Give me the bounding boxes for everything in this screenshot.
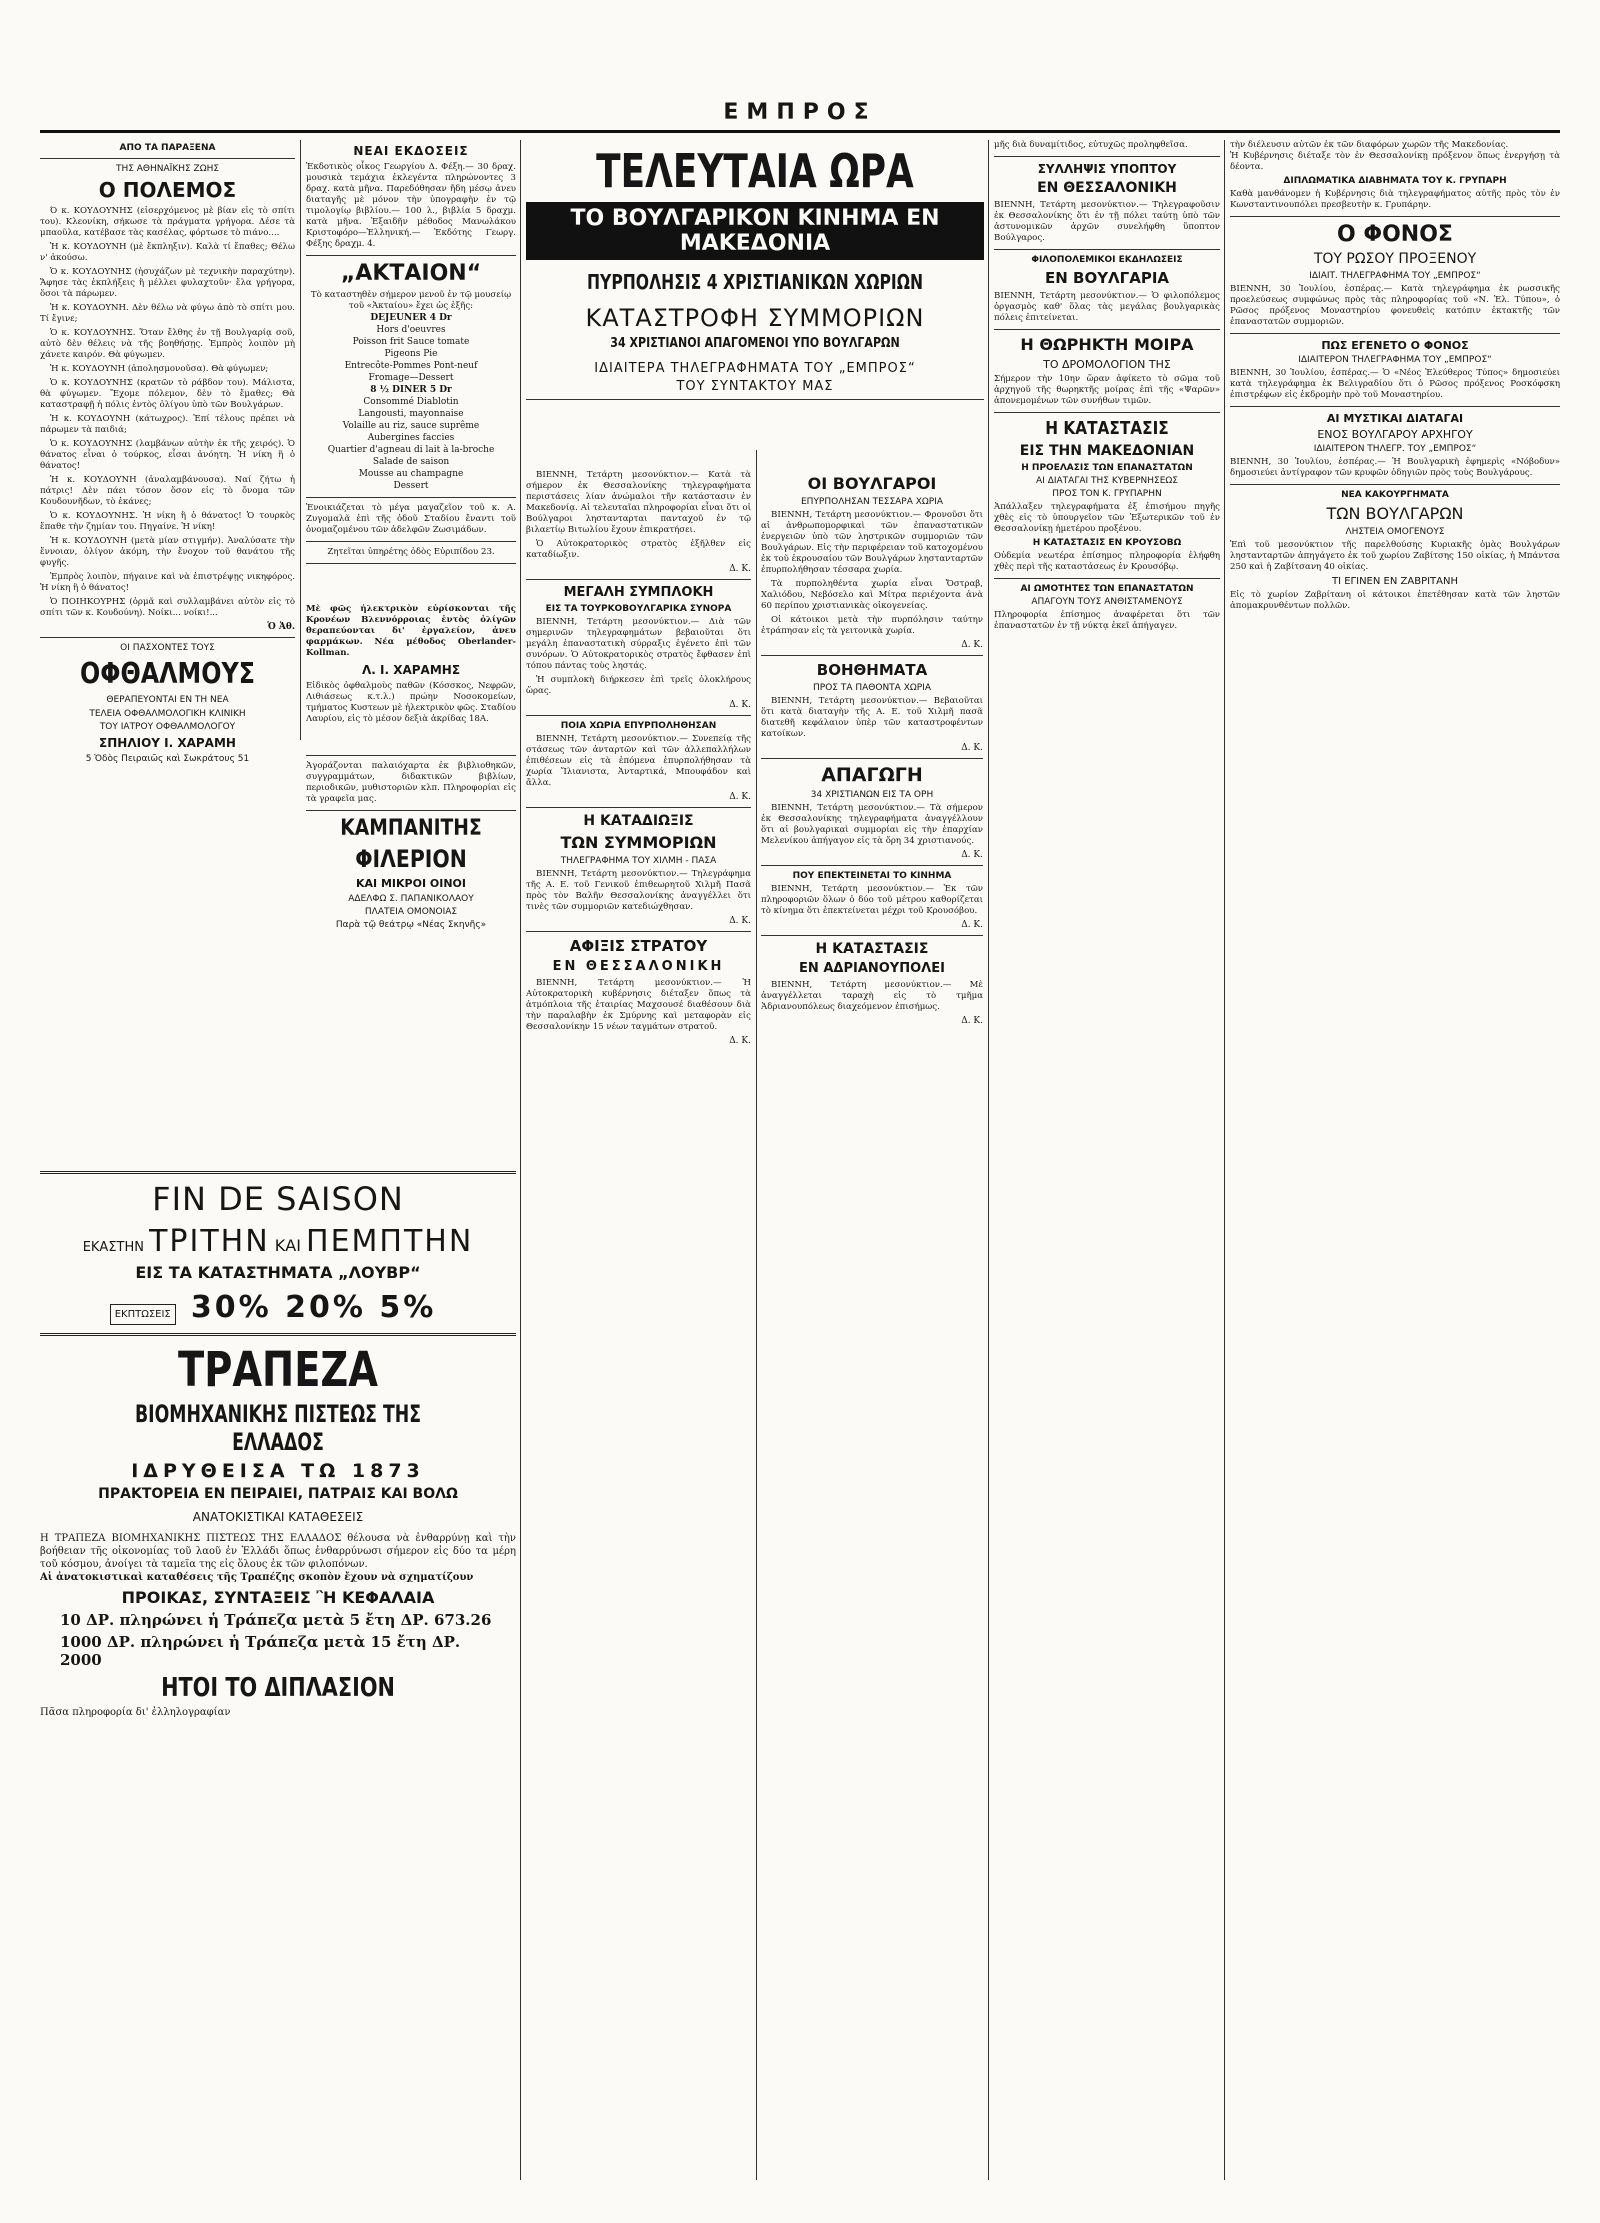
article-body [526,734,751,789]
masthead [40,100,1560,134]
article-subtitle: 34 ΧΡΙΣΤΙΑΝΩΝ ΕΙΣ ΤΑ ΟΡΗ [810,790,934,800]
article-body: Σήμερον τὴν 10ην ὥραν ἀφίκετο τὸ σῶμα τοῦ ἀρχηγοῦ τῆς θωρηκτῆς μοίρας ἐπὶ τῆς «Ψαρῶν» ἀπονεμομένων τῶν συνήθων τιμῶν. [994,374,1220,406]
article-title: ΤΙ ΕΓΙΝΕΝ ΕΝ ΖΑΒΡΙΤΑΝΗ [1332,576,1458,587]
divider [994,578,1220,579]
article-subtitle: ΕΝ ΘΕΣΣΑΛΟΝΙΚΗ [552,959,725,974]
divider [994,329,1220,330]
article-title: ΑΠΑΓΩΓΗ [821,764,923,786]
paragraph: ΒΙΕΝΝΗ, Τετάρτη μεσονύκτιον.— Ἐκ τῶν πληροφοριῶν ὅλων ὁ δύο τοῦ μέτρου καθορίζεται τὸ κίνημα ὅτι ἐπεκτείνεται μέχρι τοῦ Κρουσόβου. [761,884,983,916]
ad-title: ΚΑΜΠΑΝΙΤΗΣ [340,816,482,841]
ad-store: ΕΙΣ ΤΑ ΚΑΤΑΣΤΗΜΑΤΑ „ΛΟΥΒΡ“ [135,1263,421,1282]
article-body: Ἐπὶ τοῦ μεσονύκτιον τῆς παρελθούσης Κυριακῆς ὁμὰς Βουλγάρων ληστανταρτῶν ἀπηγάγετο ἐκ τοῦ χωρίου Ζαβίτσης 150 οἰκίας, ἡ Μπάντσα 250 καὶ ἡ Ζαβίτσανη 40 οἰκίας. [1230,540,1560,572]
divider [306,755,516,756]
article-title: Η ΚΑΤΑΔΙΩΞΙΣ [583,813,694,829]
article-body [761,510,983,637]
menu-item: 8 ½ DINER 5 Dr [370,385,452,395]
bank-founded: ΙΔΡΥΘΕΙΣΑ ΤΩ 1873 [131,1460,425,1482]
menu-item: Poisson frit Sauce tomate [352,337,470,347]
subheadline: 34 ΧΡΙΣΤΙΑΝΟΙ ΑΠΑΓΟΜΕΝΟΙ ΥΠΟ ΒΟΥΛΓΑΡΩΝ [610,336,900,351]
masthead-title: ΕΜΠΡΟΣ [723,100,877,125]
divider [761,865,983,866]
article-title: ΔΙΠΛΩΜΑΤΙΚΑ ΔΙΑΒΗΜΑΤΑ ΤΟΥ Κ. ΓΡΥΠΑΡΗ [1283,176,1507,186]
paragraph: Ὁ κ. ΚΟΥΔΟΥΝΗΣ. Ὅταν ἔλθης ἐν τῇ Βουλγαρίᾳ σοῦ, αὐτὸ δὲν θέλεις νὰ τῆς βοηθήσῃς. Ἐμπρὸς λοιπὸν μὴ χάνετε καιρόν. Θὰ φύγωμεν. [40,328,295,360]
article-body [526,617,751,697]
notice: Εἰδικὸς ὀφθαλμοὺς παθῶν (Κόσσκος, Νεφρῶν, Λιθιάσεως κ.τ.λ.) πρώην Νοσοκομείων, τμήματος Κυστεων μὲ ἠλεκτρικὸν φῶς. Σταδίου Λαυρίου, εἰς τὸ μέσον δεξιὰ ἀκρίδας 18Α. [306,681,516,724]
ad-title: „ΑΚΤΑΙΟΝ“ [340,261,482,286]
paragraph: Ὁ κ. ΚΟΥΔΟΥΝΗΣ. Ἡ νίκη ἢ ὁ θάνατος! Ὁ τουρκὸς ἔπαθε τὴν ζημίαν του. Πηγαίνε. Ἡ νίκη! [40,511,295,532]
article-title: ΠΟΥ ΕΠΕΚΤΕΙΝΕΤΑΙ ΤΟ ΚΙΝΗΜΑ [792,871,952,881]
notice: Ἐνοικιάζεται τὸ μέγα μαγαζεῖον τοῦ κ. Α. Ζυγομαλᾶ ἐπὶ τῆς ὁδοῦ Σταδίου ἔναντι τοῦ ὀνομαζομένου τῶν ἀδελφῶν Ζωσιμάδων. [306,503,516,535]
article-body: ΒΙΕΝΝΗ, 30 Ἰουλίου, ἑσπέρας.— Κατὰ τηλεγράφημα ἐκ ρωσσικῆς προελεύσεως συμφώνως πρὸς τὰς πληροφορίας τοῦ «Ν. Ἐλ. Τύπου», ὁ Ρῶσος πρόξενος Μοναστηρίου φονευθεὶς κατόπιν ἐκτακτῆς τῶν ἐπαναστατῶν συμμοριῶν. [1230,284,1560,327]
column-divider [1224,140,1225,2180]
ad-subtitle: ΦΙΛΕΡΙΟΝ [355,845,467,873]
column-4 [994,140,1220,2180]
signature: Δ. Κ. [729,916,751,926]
subheadline: ΠΥΡΠΟΛΗΣΙΣ 4 ΧΡΙΣΤΙΑΝΙΚΩΝ ΧΩΡΙΩΝ [586,270,924,294]
article-title: Η ΚΑΤΑΣΤΑΣΙΣ [815,941,929,957]
bank-branches: ΠΡΑΚΤΟΡΕΙΑ ΕΝ ΠΕΙΡΑΙΕΙ, ΠΑΤΡΑΙΣ ΚΑΙ ΒΟΛΩ [98,1486,458,1502]
ad-headline: FIN DE SAISON [152,1180,404,1218]
menu-item: Salade de saison [372,457,450,467]
ad-discount-label: ΕΚΠΤΩΣΕΙΣ [110,1304,176,1325]
article-subtitle: ΤΟ ΔΡΟΜΟΛΟΓΙΟΝ ΤΗΣ [1043,358,1171,371]
ad-line: ΑΔΕΛΦΩ Σ. ΠΑΠΑΝΙΚΟΛΑΟΥ [348,894,474,904]
paragraph: Ἡ κ. ΚΟΥΔΟΥΝΗ (κάτωχρος). Ἐπί τέλους πρέπει νὰ πάρωμεν τὰ παιδιά; [40,414,295,435]
paragraph: ΒΙΕΝΝΗ, Τετάρτη μεσονύκτιον.— Μὲ ἀναγγέλλεται ταραχὴ εἰς τὸ τμῆμα Ἀδριανουπόλεως διαχεόμενον ἐπισήμως. [761,980,983,1012]
paragraph: ΒΙΕΝΝΗ, Τετάρτη μεσονύκτιον.— Βεβαιοῦται ὅτι κατὰ διαταγὴν τῆς Α. Ε. τοῦ Χιλμῆ πασᾶ διατεθῆ κεφάλαιον ὑπὲρ τῶν καταστροφέντων κατοίκων. [761,696,983,739]
divider [306,497,516,498]
article-title: ΑΦΙΞΙΣ ΣΤΡΑΤΟΥ [569,937,708,955]
divider [306,563,516,564]
headline-banner: ΤΟ ΒΟΥΛΓΑΡΙΚΟΝ ΚΙΝΗΜΑ ΕΝ ΜΑΚΕΔΟΝΙΑ [526,202,984,260]
paragraph: Ἡ κ. ΚΟΥΔΟΥΝΗ. Δὲν θέλω νὰ φύγω ἀπὸ τὸ σπίτι μου. Τί ἔγινε; [40,303,295,324]
bank-name: ΒΙΟΜΗΧΑΝΙΚΗΣ ΠΙΣΤΕΩΣ ΤΗΣ ΕΛΛΑΔΟΣ [134,1400,422,1456]
paragraph: Ἡ συμπλοκὴ διήρκεσεν ἐπὶ τρεῖς ὁλοκλήρους ὥρας. [526,675,751,696]
signature: Δ. Κ. [961,920,983,930]
article-body [526,869,751,913]
article-subtitle: ΙΔΙΑΙΤ. ΤΗΛΕΓΡΑΦΗΜΑ ΤΟΥ „ΕΜΠΡΟΣ“ [1309,271,1481,281]
paragraph: ΒΙΕΝΝΗ, Τετάρτη μεσονύκτιον.— Κατὰ τὰ σήμερον ἐκ Θεσσαλονίκης τηλεγραφήματα περιστάσεις λίαν ἀνώμαλοι τῆν κατάστασιν ἐν Μακεδονίᾳ. Αἱ τελευταῖαι πληροφορίαι εἶναι ὅτι οἱ Βούλγαροι ληστανταρται πανταχοῦ ἐν τῷ βιλαετίῳ Βιτωλίου ἔχουν ἐπικρατήσει. [526,470,751,535]
ad-line: ΤΕΛΕΙΑ ΟΦΘΑΛΜΟΛΟΓΙΚΗ ΚΛΙΝΙΚΗ [89,709,246,719]
paragraph: ΒΙΕΝΝΗ, Τετάρτη μεσονύκτιον.— Ἡ Αὐτοκρατορικὴ κυβέρνησις διέταξεν ὅπως τὰ ἀτμόπλοια τῆς ἑταιρίας Μαχσουσέ διαθέσουν διὰ τὴν παραλαβὴν ἐκ Σμύρνης καὶ μεταφορὰν εἰς Θεσσαλονίκην 15 νέων ταγμάτων στρατοῦ. [526,978,751,1032]
ad-line: ΣΠΗΛΙΟΥ Ι. ΧΑΡΑΜΗ [99,736,236,750]
ad-word: ΤΡΙΤΗΝ [149,1224,270,1259]
article-body: Πληροφορία ἐπίσημος ἀναφέρεται ὅτι τῶν ἐπαναστατῶν ἐν τῇ νύκτᾳ ἐκεῖ ἀπήγαγεν. [994,610,1220,631]
signature: Δ. Κ. [729,564,751,574]
column-3a [526,470,751,2190]
kicker: ΑΠΟ ΤΑ ΠΑΡΑΞΕΝΑ [119,143,216,153]
ad-kicker: ΟΙ ΠΑΣΧΟΝΤΕΣ ΤΟΥΣ [120,643,215,653]
divider [994,249,1220,250]
article-body: ΒΙΕΝΝΗ, Τετάρτη μεσονύκτιον.— Τηλεγραφοῦσιν ἐκ Θεσσαλονίκης ὅτι ἐν τῇ πόλει ταύτῃ ὑπὸ τῶν ἀστυνομικῶν ἀρχῶν συνελήφθη ὕποπτον Βούλγαρος. [994,200,1220,243]
article-subtitle: ΑΙ ΔΙΑΤΑΓΑΙ ΤΗΣ ΚΥΒΕΡΝΗΣΕΩΣ [1036,476,1178,486]
article-body: Ἀπάλλαξεν τηλεγραφήματα ἐξ ἐπισήμου πηγῆς χθὲς εἰς τὸ ὑπουργεῖον τῶν Ἐξωτερικῶν τοῦ ἐν Θεσσαλονίκῃ ἡμετέρου προξένου. [994,502,1220,534]
ad-word: ΕΚΑΣΤΗΝ [82,1240,144,1255]
article-title: ΤΩΝ ΣΥΜΜΟΡΙΩΝ [560,833,717,852]
article-title: ΣΥΛΛΗΨΙΣ ΥΠΟΠΤΟΥ [1037,162,1177,176]
article-body: ΒΙΕΝΝΗ, 30 Ἰουλίου, ἑσπέρας.— Ὁ «Νέος Ἐλεύθερος Τύπος» δημοσιεύει κατὰ τηλεγράφημα ἐκ Βελιγραδίου ὅτι ὁ Ρῶσος πρόξενος Ροσκόφσκη ἐπιστρέφων εἰς ἐκδρομὴν πρὸ τοῦ Μοναστηρίου. [1230,368,1560,400]
article-subtitle: ΕΝ ΑΔΡΙΑΝΟΥΠΟΛΕΙ [799,961,945,976]
article-title: ΑΙ ΩΜΟΤΗΤΕΣ ΤΩΝ ΕΠΑΝΑΣΤΑΤΩΝ [1020,584,1194,594]
menu-item: Quartier d'agneau di lait à la-broche [327,445,495,455]
bank-dowry: ΠΡΟΙΚΑΣ, ΣΥΝΤΑΞΕΙΣ Ἢ ΚΕΦΑΛΑΙΑ [121,1588,435,1607]
paragraph: ΒΙΕΝΝΗ, Τετάρτη μεσονύκτιον.— Συνεπείᾳ τῆς στάσεως τῶν ἀνταρτῶν καὶ τῶν ἀλλεπαλλήλων ἐπιθέσεων εἰς τὰ ἑπόμενα ἐπυρπολήθησαν τὰ χωρία Ἴλιανιστα, Ἀνταρτικά, Μπουφάδον καὶ ἄλλα. [526,734,751,788]
signature: Δ. Κ. [961,1016,983,1026]
article-title: ΒΟΗΘΗΜΑΤΑ [816,661,928,679]
article-title: Ο ΠΟΛΕΜΟΣ [98,178,237,202]
column-2 [306,140,516,1160]
signature: Δ. Κ. [729,792,751,802]
column-3b [761,470,983,2190]
paragraph: ΒΙΕΝΝΗ, Τετάρτη μεσονύκτιον.— Φρονοῦσι ὅτι αἱ ἀνθρωπομορφικαὶ τῶν ἐπαναστατικῶν ἐνεργειῶν ὑπὸ τῶν ληστρικῶν συμμοριῶν τῶν Βουλγάρων. Εἰς τὴν περιφέρειαν τοῦ κατοχομένου ἐκ τοῦ ἐκρουσαίου τῶν Βουλγάρων ληστανταρτῶν ἐπυρπολήθησαν τέσσαρα χωρία. [761,510,983,575]
divider [40,1333,516,1336]
divider [761,758,983,759]
article-title: ΦΙΛΟΠΟΛΕΜΙΚΟΙ ΕΚΔΗΛΩΣΕΙΣ [1031,255,1183,265]
divider [40,637,295,638]
signature: Δ. Κ. [961,850,983,860]
divider [40,158,295,159]
menu-item: Mousse au champagne [358,469,464,479]
paragraph: Ὁ ΠΟΙΗΚΟΥΡΗΣ (ὁρμᾶ καὶ συλλαμβάνει αὐτὸν εἰς τὸ σπίτι τῶν κ. Κουδούνη). Νοίκι... νοίκι!... [40,597,295,618]
article-title: Η ΚΑΤΑΣΤΑΣΙΣ [1045,418,1169,439]
ad-line: ΠΛΑΤΕΙΑ ΟΜΟΝΟΙΑΣ [364,907,458,917]
menu-item: DEJEUNER 4 Dr [370,313,452,323]
article-body: ΒΙΕΝΝΗ, Τετάρτη μεσονύκτιον.— Ὁ φιλοπόλεμος ὀργασμὸς καθ' ὅλας τὰς μεγάλας βουλγαρικὰς πόλεις ἐπιτείνεται. [994,291,1220,323]
divider [306,810,516,811]
masthead-rule [40,130,1560,133]
paragraph: Ὁ κ. ΚΟΥΔΟΥΝΗΣ (λαμβάνων αὐτὴν ἐκ τῆς χειρός). Ὁ θάνατος εἶναι ὁ τούρκος, εἶσαι ἀνόητη. Ἡ νίκη ἢ ὁ θάνατος! [40,439,295,471]
divider [526,399,984,400]
ad-discounts [40,1290,516,1325]
paragraph: ΒΙΕΝΝΗ, Τετάρτη μεσονύκτιον.— Τηλεγράφημα τῆς Α. Ε. τοῦ Γενικοῦ ἐπιθεωρητοῦ Χιλμῆ Πασᾶ πρὸς τὸν Βαλῆν Θεσσαλονίκης ἀναγγέλλει ὅτι τινὲς τῶν συμμοριῶν κατεδιώχθησαν. [526,869,751,912]
menu-item: Volaille au riz, sauce suprême [342,421,480,431]
ad-intro: Τὸ καταστηθὲν σήμερον μενοῦ ἐν τῷ μουσείῳ τοῦ «Ἀκταίου» ἔχει ὡς ἑξῆς: [310,290,512,311]
menu-item: Consommé Diablotin [363,397,459,407]
paragraph: Τὰ πυρποληθέντα χωρία εἶναι Ὄστραβ, Χαλιόδου, Νεβόσελο καὶ Μίτρα περιέχοντα ἀνὰ 60 περίπου χριστιανικὰς οἰκογενείας. [761,579,983,611]
paragraph: Ἐμπρὸς λοιπὸν, πήγαινε καὶ νὰ ἐπιστρέψῃς νικηφόρος. Ἡ νίκη ἢ ὁ θάνατος! [40,572,295,593]
article-body: ΒΙΕΝΝΗ, 30 Ἰουλίου, ἑσπέρας.— Ἡ Βουλγαρικὴ ἐφημερὶς «Νόβοδυν» δημοσιεύει ἀντίγραφον τῶν κρυφῶν ὁδηγιῶν πρὸς τοὺς Βουλγάρους. [1230,457,1560,478]
bank-note: Αἱ ἀνατοκιστικαὶ καταθέσεις τῆς Τραπέζης σκοπὸν ἔχουν νὰ σχηματίζουν [40,1572,474,1583]
article-body: Εἰς τὸ χωρίον Ζαβρίτανη οἱ κάτοικοι ἐπετέθησαν κατὰ τῶν ληστῶν ἀπομακρυνθέντων πολλῶν. [1230,590,1560,611]
subheadline: ΤΟΥ ΣΥΝΤΑΚΤΟΥ ΜΑΣ [676,379,834,394]
divider [306,541,516,542]
column-divider [988,140,989,2180]
section-title: ΝΕΑΙ ΕΚΔΟΣΕΙΣ [353,144,469,158]
article-body: Οὐδεμία νεωτέρα ἐπίσημος πληροφορία ἐλήφθη χθὲς περὶ τῆς καταστάσεως ἐν Κρουσόβῳ. [994,551,1220,572]
divider [1230,484,1560,485]
ad-word: ΚΑΙ [274,1236,301,1255]
menu-item: Pigeons Pie [384,349,438,359]
paragraph: Ἡ κ. ΚΟΥΔΟΥΝΗ (ἀπολησμονοῦσα). Θὰ φύγωμεν; [50,364,269,374]
divider [526,579,751,580]
notice: Ἀγοράζονται παλαιόχαρτα ἐκ βιβλιοθηκῶν, συγγραμμάτων, διδακτικῶν βιβλίων, περιοδικῶν, μυθιστοριῶν κλπ. Πληροφορίαι εἰς τὰ γραφεῖα μας. [306,761,516,804]
paragraph: Ὁ κ. ΚΟΥΔΟΥΝΗΣ (ἠσυχάζων μὲ τεχνικὴν παραχύτην). Ἄφησε τὰς ἐκπλήξεις ἢ μέλλει φυλαχτοῦν· ἔλα γρήγορα, ὅσοι τὰ πάρωμεν. [40,267,295,299]
paragraph: Ό κ. ΚΟΥΔΟΥΝΗΣ (εἰσερχόμενος μὲ βίαν εἰς τὸ σπίτι του). Κλεονίκη, σήκωσε τὰ πράγματα γρήγορα. Δέσε τὰ μπαοῦλα, κατέβασε τὰς κασέλας, φόρτωσε τὸ πιάνο.... [40,206,295,238]
divider [994,156,1220,157]
bank-row: 10 ΔΡ. πληρώνει ἡ Τράπεζα μετὰ 5 ἔτη ΔΡ. 673.26 [60,1611,492,1629]
signature: Δ. Κ. [961,640,983,650]
article-subtitle: ΕΝ ΒΟΥΛΓΑΡΙΑ [1044,269,1170,287]
article-title: ΝΕΑ ΚΑΚΟΥΡΓΗΜΑΤΑ [1341,490,1449,500]
article-body: Καθὰ μανθάνομεν ἡ Κυβέρνησις διὰ τηλεγραφήματος αὐτῆς πρὸς τὸν ἐν Κωνσταντινουπόλει πρεσβευτὴν κ. Γρυπάρην. [1230,189,1560,210]
main-headline-block [526,140,984,460]
article-body: μῆς διὰ δυναμίτιδος, εὐτυχῶς προληφθεῖσα. [994,140,1188,150]
divider [306,255,516,256]
article-subtitle: ΤΟΥ ΡΩΣΟΥ ΠΡΟΞΕΝΟΥ [1313,251,1477,267]
article-body [526,470,751,561]
notice: Μὲ φῶς ἠλεκτρικὸν εὑρίσκονται τῆς Κρονέων Βλεννόρροιας ἐντὸς ὀλίγῶν θεραπεύονται δι' ἐργαλείον, ἀνευ φαρμάκων. Νέα μέθοδος Oberlander-Kollman. [306,604,516,658]
article-subtitle: ΛΗΣΤΕΙΑ ΟΜΟΓΕΝΟΥΣ [1345,527,1445,537]
paragraph: Ἡ κ. ΚΟΥΔΟΥΝΗ (ἀναλαμβάνουσα). Ναί ζήτω ἡ πάτρις! Δὲν πάει τόσον ὅσον εἰς τὸ ὄνομα τῶν Κουδουνῆδων, τὸ ἐκάνες; [40,475,295,507]
ad-discount-values: 30% 20% 5% [190,1290,437,1325]
article-title: Η ΘΩΡΗΚΤΗ ΜΟΙΡΑ [1020,335,1194,354]
article-body [761,980,983,1013]
subheadline: ΙΔΙΑΙΤΕΡΑ ΤΗΛΕΓΡΑΦΗΜΑΤΑ ΤΟΥ „ΕΜΠΡΟΣ“ [594,361,916,376]
ad-line: ΘΕΡΑΠΕΥΟΝΤΑΙ ΕΝ ΤΗ ΝΕΑ [106,695,229,705]
menu-item: Dessert [393,481,429,491]
ad-word: ΠΕΜΠΤΗΝ [306,1224,474,1259]
signature: Δ. Κ. [961,743,983,753]
divider [1230,406,1560,407]
divider [761,935,983,936]
divider [1230,333,1560,334]
ad-line: ΤΟΥ ΙΑΤΡΟΥ ΟΦΘΑΛΜΟΛΟΓΟΥ [99,722,236,732]
article-title: ΑΙ ΜΥΣΤΙΚΑΙ ΔΙΑΤΑΓΑΙ [1326,412,1464,425]
article-title: ΜΕΓΑΛΗ ΣΥΜΠΛΟΚΗ [563,585,714,600]
column-divider [520,140,521,2180]
article-subtitle: Η ΠΡΟΕΛΑΣΙΣ ΤΩΝ ΕΠΑΝΑΣΤΑΤΩΝ [1021,463,1193,473]
article-subtitle: ΑΠΑΓΟΥΝ ΤΟΥΣ ΑΝΘΙΣΤΑΜΕΝΟΥΣ [1031,597,1183,607]
article-subtitle: ΕΙΣ ΤΑ ΤΟΥΡΚΟΒΟΥΛΓΑΡΙΚΑ ΣΥΝΟΡΑ [545,604,732,614]
signature: Ὁ Ἀθ. [267,622,295,632]
article-body [40,206,295,619]
bank-row: 1000 ΔΡ. πληρώνει ἡ Τράπεζα μετὰ 15 ἔτη ΔΡ. 2000 [60,1633,461,1669]
ad-address: 5 Ὁδὸς Πειραιῶς καὶ Σωκράτους 51 [85,754,250,764]
bank-intro: Η ΤΡΑΠΕΖΑ ΒΙΟΜΗΧΑΝΙΚΗΣ ΠΙΣΤΕΩΣ ΤΗΣ ΕΛΛΑΔΟΣ θέλουσα νὰ ἐνθαρρύνῃ καὶ τὴν βοήθειαν τῆς οἰκονομίας τοῦ λαοῦ ἐν Ἑλλάδι ὅπως ἐνθαρρύνωσι σήμερον εἰς δύο τα μέρη τοῦ κόσμου, ἀνοίγει τὰ ταμεῖα της εἰς ὅλους ἐκ τῶν φιλοπόνων. [40,1533,516,1570]
ad-title: ΟΦΘΑΛΜΟΥΣ [80,657,255,690]
notice: Ζητεῖται ὑπηρέτης ὁδὸς Εὐριπίδου 23. [327,547,495,557]
ad-address: Παρὰ τῷ θεάτρῳ «Νέας Σκηνῆς» [335,920,487,930]
paragraph: Ὁ κ. ΚΟΥΔΟΥΝΗΣ (κρατῶν τὸ ράβδον του). Μάλιστα, θὰ φύγωμεν. Ἔχομε πόλεμον, δὲν τὸ ἔμαθες; Θὰ καταστραφῇ ἡ πόλις ἐντὸς ὀλίγου ὑπὸ τῶν Βουλγάρων. [40,378,295,410]
divider [526,807,751,808]
article-body: Ἐκδοτικὸς οἶκος Γεωργίου Δ. Φέξη.— 30 δραχ. μουσικὰ τεμάχια ἐκλεγέντα πληρώνοντες 3 δραχ. κατὰ μῆνα. Παρεδόθησαν ἤδη μέσῳ ἀνευ διαταγῆς μὲ μόνον τὴν ὑπογραφὴν ἐν τῷ τιμολογίῳ βιβλίου.— 100 λ., βιβλία 5 δραχμ. κατὰ μῆνα. Ἐξαιδῆν μέθοδος Μανωλάκου Κριστοφόρο—Ἑλληνική.— Ἐκδότης Γεωργ. Φέξης δραχμ. 4. [306,162,516,249]
subheadline: ΚΑΤΑΣΤΡΟΦΗ ΣΥΜΜΟΡΙΩΝ [585,304,925,332]
bank-title: ΤΡΑΠΕΖΑ [178,1342,378,1398]
menu-item: Fromage—Dessert [368,373,454,383]
divider [994,412,1220,413]
menu-item: Langousti, mayonnaise [358,409,464,419]
paragraph: Οἱ κάτοικοι μετὰ τὴν πυρπόλησιν ταύτην ἐτράπησαν εἰς τὰ γειτονικὰ χωρία. [761,615,983,636]
article-title: ΟΙ ΒΟΥΛΓΑΡΟΙ [807,474,937,493]
article-subtitle: ΠΡΟΣ ΤΟΝ Κ. ΓΡΥΠΑΡΗΝ [1052,489,1162,499]
article-body: τὴν διέλευσιν αὐτῶν ἐκ τῶν διαφόρων χωρῶν τῆς Μακεδονίας. [1230,140,1509,150]
divider [526,931,751,932]
signature: Δ. Κ. [729,700,751,710]
headline: ΤΕΛΕΥΤΑΙΑ ΩΡΑ [596,144,914,198]
article-title: ΠΟΙΑ ΧΩΡΙΑ ΕΠΥΡΠΟΛΗΘΗΣΑΝ [560,721,717,731]
article-body: Ἡ Κυβέρνησις διέταξε τὸν ἐν Θεσσαλονίκῃ πρόξενον ὅπως ἐνεργήσῃ τὰ δέοντα. [1230,151,1560,172]
menu-item: Entrecôte-Pommes Pont-neuf [344,361,478,371]
article-body [761,803,983,847]
article-title: Η ΚΑΤΑΣΤΑΣΙΣ ΕΝ ΚΡΟΥΣΟΒΩ [1032,538,1182,548]
doctor-name: Λ. Ι. ΧΑΡΑΜΗΣ [361,663,461,677]
article-subtitle: ΙΔΙΑΙΤΕΡΟΝ ΤΗΛΕΓΡ. ΤΟΥ „ΕΜΠΡΟΣ“ [1313,444,1477,454]
article-title: ΠΩΣ ΕΓΕΝΕΤΟ Ο ΦΟΝΟΣ [1321,339,1469,352]
column-1 [40,140,295,1060]
bank-bottom: Πᾶσα πληροφορία δι' ἐλληλογραφίαν [40,1707,231,1718]
article-subtitle: ΠΡΟΣ ΤΑ ΠΑΘΟΝΤΑ ΧΩΡΙΑ [813,683,931,693]
column-5 [1230,140,1560,2180]
article-subtitle: ΤΗΛΕΓΡΑΦΗΜΑ ΤΟΥ ΧΙΛΜΗ - ΠΑΣΑ [560,856,717,866]
article-title: Ο ΦΟΝΟΣ [1337,222,1453,247]
ad-line: ΚΑΙ ΜΙΚΡΟΙ ΟΙΝΟΙ [356,877,466,890]
signature: Δ. Κ. [729,1036,751,1046]
paragraph: Ἡ κ. ΚΟΥΔΟΥΝΗ (μετὰ μίαν στιγμήν). Ἀναλύσατε τὴν ἔννοιαν, ὀλίγον ἀκόμη, τὴν ἔνοχον τοῦ θανάτου τῆς φυγῆς. [40,536,295,568]
article-subtitle: ΕΝ ΘΕΣΣΑΛΟΝΙΚΗ [1037,180,1177,196]
divider [1230,216,1560,217]
article-subtitle: ΕΠΥΡΠΟΛΗΣΑΝ ΤΕΣΣΑΡΑ ΧΩΡΙΑ [800,497,944,507]
column-divider [300,140,301,740]
bank-row: ΗΤΟΙ ΤΟ ΔΙΠΛΑΣΙΟΝ [161,1673,395,1703]
bank-deposits: ΑΝΑΤΟΚΙΣΤΙΚΑΙ ΚΑΤΑΘΕΣΕΙΣ [192,1510,364,1524]
ad-days [40,1224,516,1259]
paragraph: Ὁ Αὐτοκρατορικὸς στρατὸς ἐξῆλθεν εἰς καταδίωξιν. [526,539,751,560]
paragraph: ΒΙΕΝΝΗ, Τετάρτη μεσονύκτιον.— Διὰ τῶν σημερινῶν τηλεγραφημάτων βεβαιοῦται ὅτι μεγάλη ἐπαναστατικὴ σύρραξις ἐγένετο ἐπὶ τῶν συνόρων. Ὁ Αὐτοκρατορικὸς στρατὸς ἔφθασεν ἐπὶ τόπου πάντας τοὺς ληστάς. [526,617,751,671]
paragraph: Ἡ κ. ΚΟΥΔΟΥΝΗ (μὲ ἔκπληξιν). Καλὰ τί ἔπαθες; Θέλω ν' ἀκούσω. [40,242,295,263]
article-subtitle: ΕΙΣ ΤΗΝ ΜΑΚΕΔΟΝΙΑΝ [1019,443,1195,459]
article-subtitle: ΕΝΟΣ ΒΟΥΛΓΑΡΟΥ ΑΡΧΗΓΟΥ [1317,428,1473,441]
bottom-ads [40,1165,516,2200]
divider [40,1171,516,1174]
divider [761,655,983,656]
menu-item: Aubergines faccies [367,433,455,443]
section-label: ΤΗΣ ΑΘΗΝΑΪΚΗΣ ΖΩΗΣ [115,164,220,174]
menu-item: Hors d'oeuvres [376,325,446,335]
article-body [761,884,983,917]
column-divider [756,450,757,2180]
menu-list [306,312,516,492]
article-body [526,978,751,1033]
paragraph: ΒΙΕΝΝΗ, Τετάρτη μεσονύκτιον.— Τὰ σήμερον ἐκ Θεσσαλονίκης τηλεγραφήματα ἀναγγέλλουν ὅτι αἱ βουλγαρικαὶ συμμορίαι εἰς τὴν ἐπαρχίαν Μελενίκου ἀπήγαγον εἰς τὰ ὄρη 34 χριστιανούς. [761,803,983,846]
divider [526,715,751,716]
article-subtitle: ΤΩΝ ΒΟΥΛΓΑΡΩΝ [1326,504,1464,523]
article-subtitle: ΙΔΙΑΙΤΕΡΟΝ ΤΗΛΕΓΡΑΦΗΜΑ ΤΟΥ „ΕΜΠΡΟΣ“ [1298,355,1492,365]
article-body [761,696,983,740]
